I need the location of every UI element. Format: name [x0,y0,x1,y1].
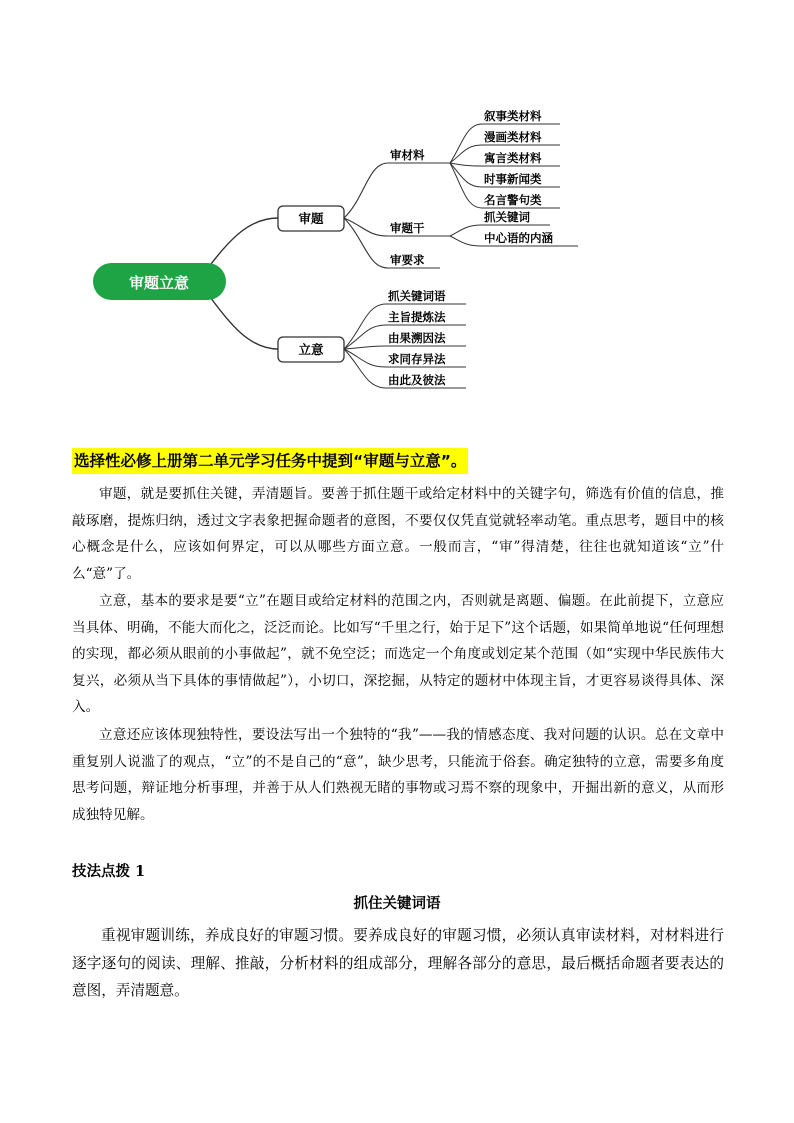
leaf-liyi-1: 抓关键词语 [388,289,446,303]
node-shenyaoqiu: 审要求 [390,253,425,267]
node-shentigan: 审题干 [390,221,425,235]
leaf-6: 抓关键词 [484,210,530,224]
paragraph-liyi: 立意，基本的要求是要“立”在题目或给定材料的范围之内，否则就是离题、偏题。在此前提下，立意应当具体、明确，不能大而化之，泛泛而论。比如写“千里之行，始于足下”这个话题，如果简单地说“任何理想的实现，都必须从眼前的小事做起”，就不免空泛；而选定一个角度或划定某个范围（如“实现中华民族伟大复兴，必须从当下具体的事情做起”），小切口，深挖掘，从特定的题材中体现主旨，才更容易谈得具体、深入。 [72,593,724,715]
highlighted-heading: 选择性必修上册第二单元学习任务中提到“审题与立意”。 [72,448,468,474]
leaf-3: 寓言类材料 [484,151,542,165]
node-liyi-label: 立意 [298,342,324,357]
mind-map [0,90,794,400]
leaf-4: 时事新闻类 [484,172,542,186]
leaf-2: 漫画类材料 [484,130,542,144]
technique-title: 抓住关键词语 [353,895,441,912]
leaf-7: 中心语的内涵 [484,231,553,245]
technique-label: 技法点拨 1 [72,863,146,880]
connector-root-liyi [205,290,278,349]
root-label: 审题立意 [128,274,190,292]
leaf-1: 叙事类材料 [484,109,542,123]
leaf-liyi-3: 由果溯因法 [388,331,446,345]
leaf-liyi-4: 求同存异法 [388,352,446,366]
technique-body: 重视审题训练，养成良好的审题习惯。要养成良好的审题习惯，必须认真审读材料，对材料进行逐字逐句的阅读、理解、推敲，分析材料的组成部分，理解各部分的意思，最后概括命题者要表达的意图，弄清题意。 [72,927,724,999]
connector-root-shentì [205,218,278,272]
leaf-5: 名言警句类 [484,193,542,207]
node-shencailiao: 审材料 [390,148,425,162]
paragraph-shenti: 审题，就是要抓住关键，弄清题旨。要善于抓住题干或给定材料中的关键字句，筛选有价值的信息，推敲琢磨，提炼归纳，透过文字表象把握命题者的意图，不要仅仅凭直觉就轻率动笔。重点思考，题目中的核心概念是什么，应该如何界定，可以从哪些方面立意。一般而言，“审”得清楚，往往也就知道该“立”什么“意”了。 [72,486,724,582]
node-shenti-label: 审题 [298,211,324,226]
paragraph-dutexing: 立意还应该体现独特性，要设法写出一个独特的“我”——我的情感态度、我对问题的认识。总在文章中重复别人说滥了的观点，“立”的不是自己的“意”，缺少思考，只能流于俗套。确定独特的立意，需要多角度思考问题，辩证地分析事理，并善于从人们熟视无睹的事物或习焉不察的现象中，开掘出新的意义，从而形成独特见解。 [72,727,724,823]
leaf-liyi-2: 主旨提炼法 [388,310,446,324]
leaf-liyi-5: 由此及彼法 [388,373,446,387]
